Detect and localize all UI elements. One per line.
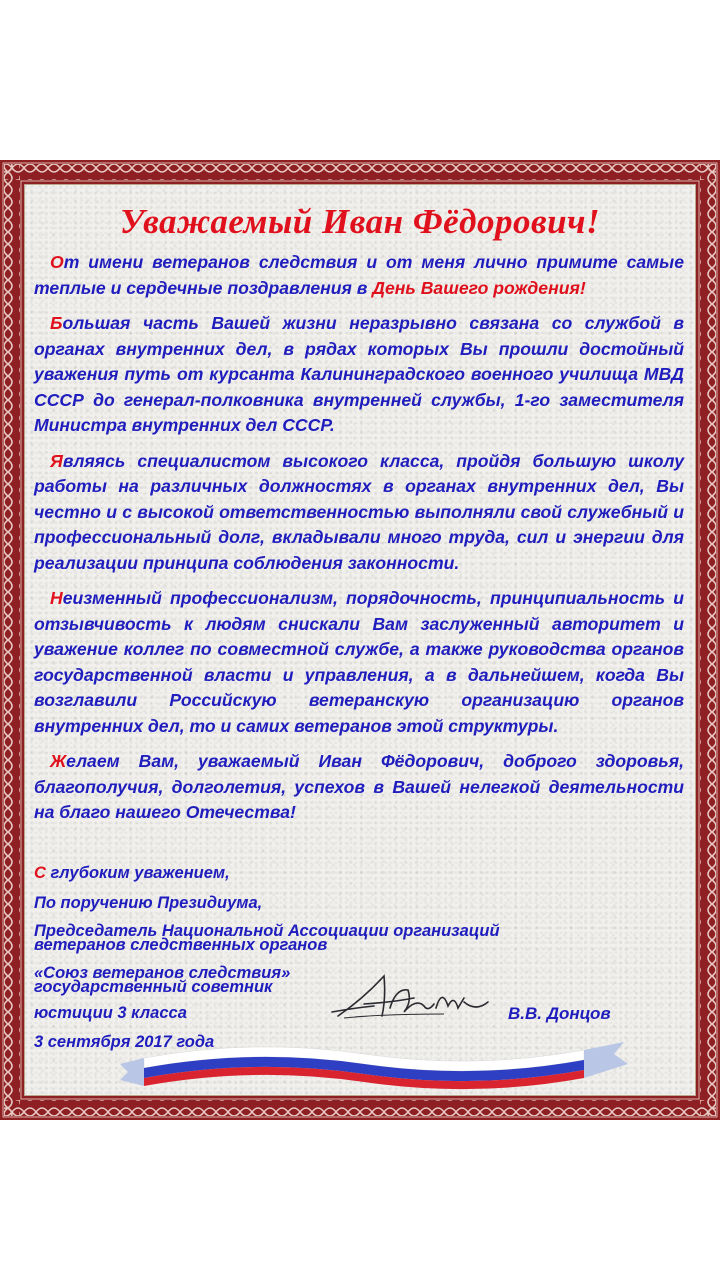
drop-cap: Ж bbox=[50, 751, 67, 771]
signer-name: В.В. Донцов bbox=[508, 1004, 611, 1023]
paragraph-2 bbox=[34, 311, 684, 439]
letter-body bbox=[34, 250, 684, 836]
paragraph-text: еизменный профессионализм, порядочность, принципиальность и отзывчивость к людям снискали Вам заслуженный авторитет и уважение коллег по совместной службе, а также руководства органов государственной власти и управления, а в дальнейшем, когда Вы возглавили Российскую ветеранскую организацию органов внутренних дел, то и самих ветеранов этой структуры. bbox=[34, 588, 684, 736]
drop-cap: С bbox=[34, 864, 46, 882]
rank-line: государственный советник bbox=[34, 978, 273, 996]
on-behalf-line: По поручению Президиума, bbox=[34, 894, 263, 912]
rank-class-line: юстиции 3 класса bbox=[34, 1004, 187, 1022]
certificate-frame bbox=[0, 160, 720, 1120]
paragraph-1 bbox=[34, 250, 684, 301]
russian-flag-ribbon bbox=[24, 1020, 696, 1090]
birthday-highlight: День Вашего рождения! bbox=[372, 277, 586, 298]
paragraph-text: т имени ветеранов следствия и от меня лично примите самые теплые и сердечные поздравления в bbox=[34, 252, 684, 298]
drop-cap: Н bbox=[50, 588, 63, 608]
paragraph-text: елаем Вам, уважаемый Иван Фёдорович, доброго здоровья, благополучия, долголетия, успехов в Вашей нелегкой деятельности на благо нашего Отечества! bbox=[34, 751, 684, 822]
paragraph-5 bbox=[34, 749, 684, 826]
drop-cap: Я bbox=[50, 450, 63, 471]
organization-line: ветеранов следственных органов bbox=[34, 936, 328, 954]
letter-title: Уважаемый Иван Фёдорович! bbox=[119, 202, 601, 241]
closing-greeting bbox=[34, 864, 230, 883]
paragraph-text: ольшая часть Вашей жизни неразрывно связана со службой в органах внутренних дел, в рядах которых Вы прошли достойный уважения путь от курсанта Калининградского военного училища МВД СССР до генерал-полковника внутренней службы, 1-го заместителя Министра внутренних дел СССР. bbox=[34, 313, 684, 435]
letter-date: 3 сентября 2017 года bbox=[34, 1033, 215, 1051]
paragraph-4 bbox=[34, 586, 684, 739]
letter-paper bbox=[24, 184, 696, 1096]
handwritten-signature bbox=[324, 968, 504, 1028]
paragraph-3 bbox=[34, 449, 684, 577]
paragraph-text: вляясь специалистом высокого класса, пройдя большую школу работы на различных должностях в органах внутренних дел, Вы честно и с высокой ответственностью выполняли свой служебный и профессиональный долг, вкладывали много труда, сил и энергии для реализации принципа соблюдения законности. bbox=[34, 450, 684, 573]
closing-text: глубоким уважением, bbox=[45, 864, 230, 882]
chairman-line: Председатель Национальной Ассоциации организаций bbox=[34, 922, 500, 940]
union-name-line: «Союз ветеранов следствия» bbox=[34, 964, 291, 982]
drop-cap: Б bbox=[50, 313, 63, 333]
drop-cap: О bbox=[50, 252, 64, 272]
